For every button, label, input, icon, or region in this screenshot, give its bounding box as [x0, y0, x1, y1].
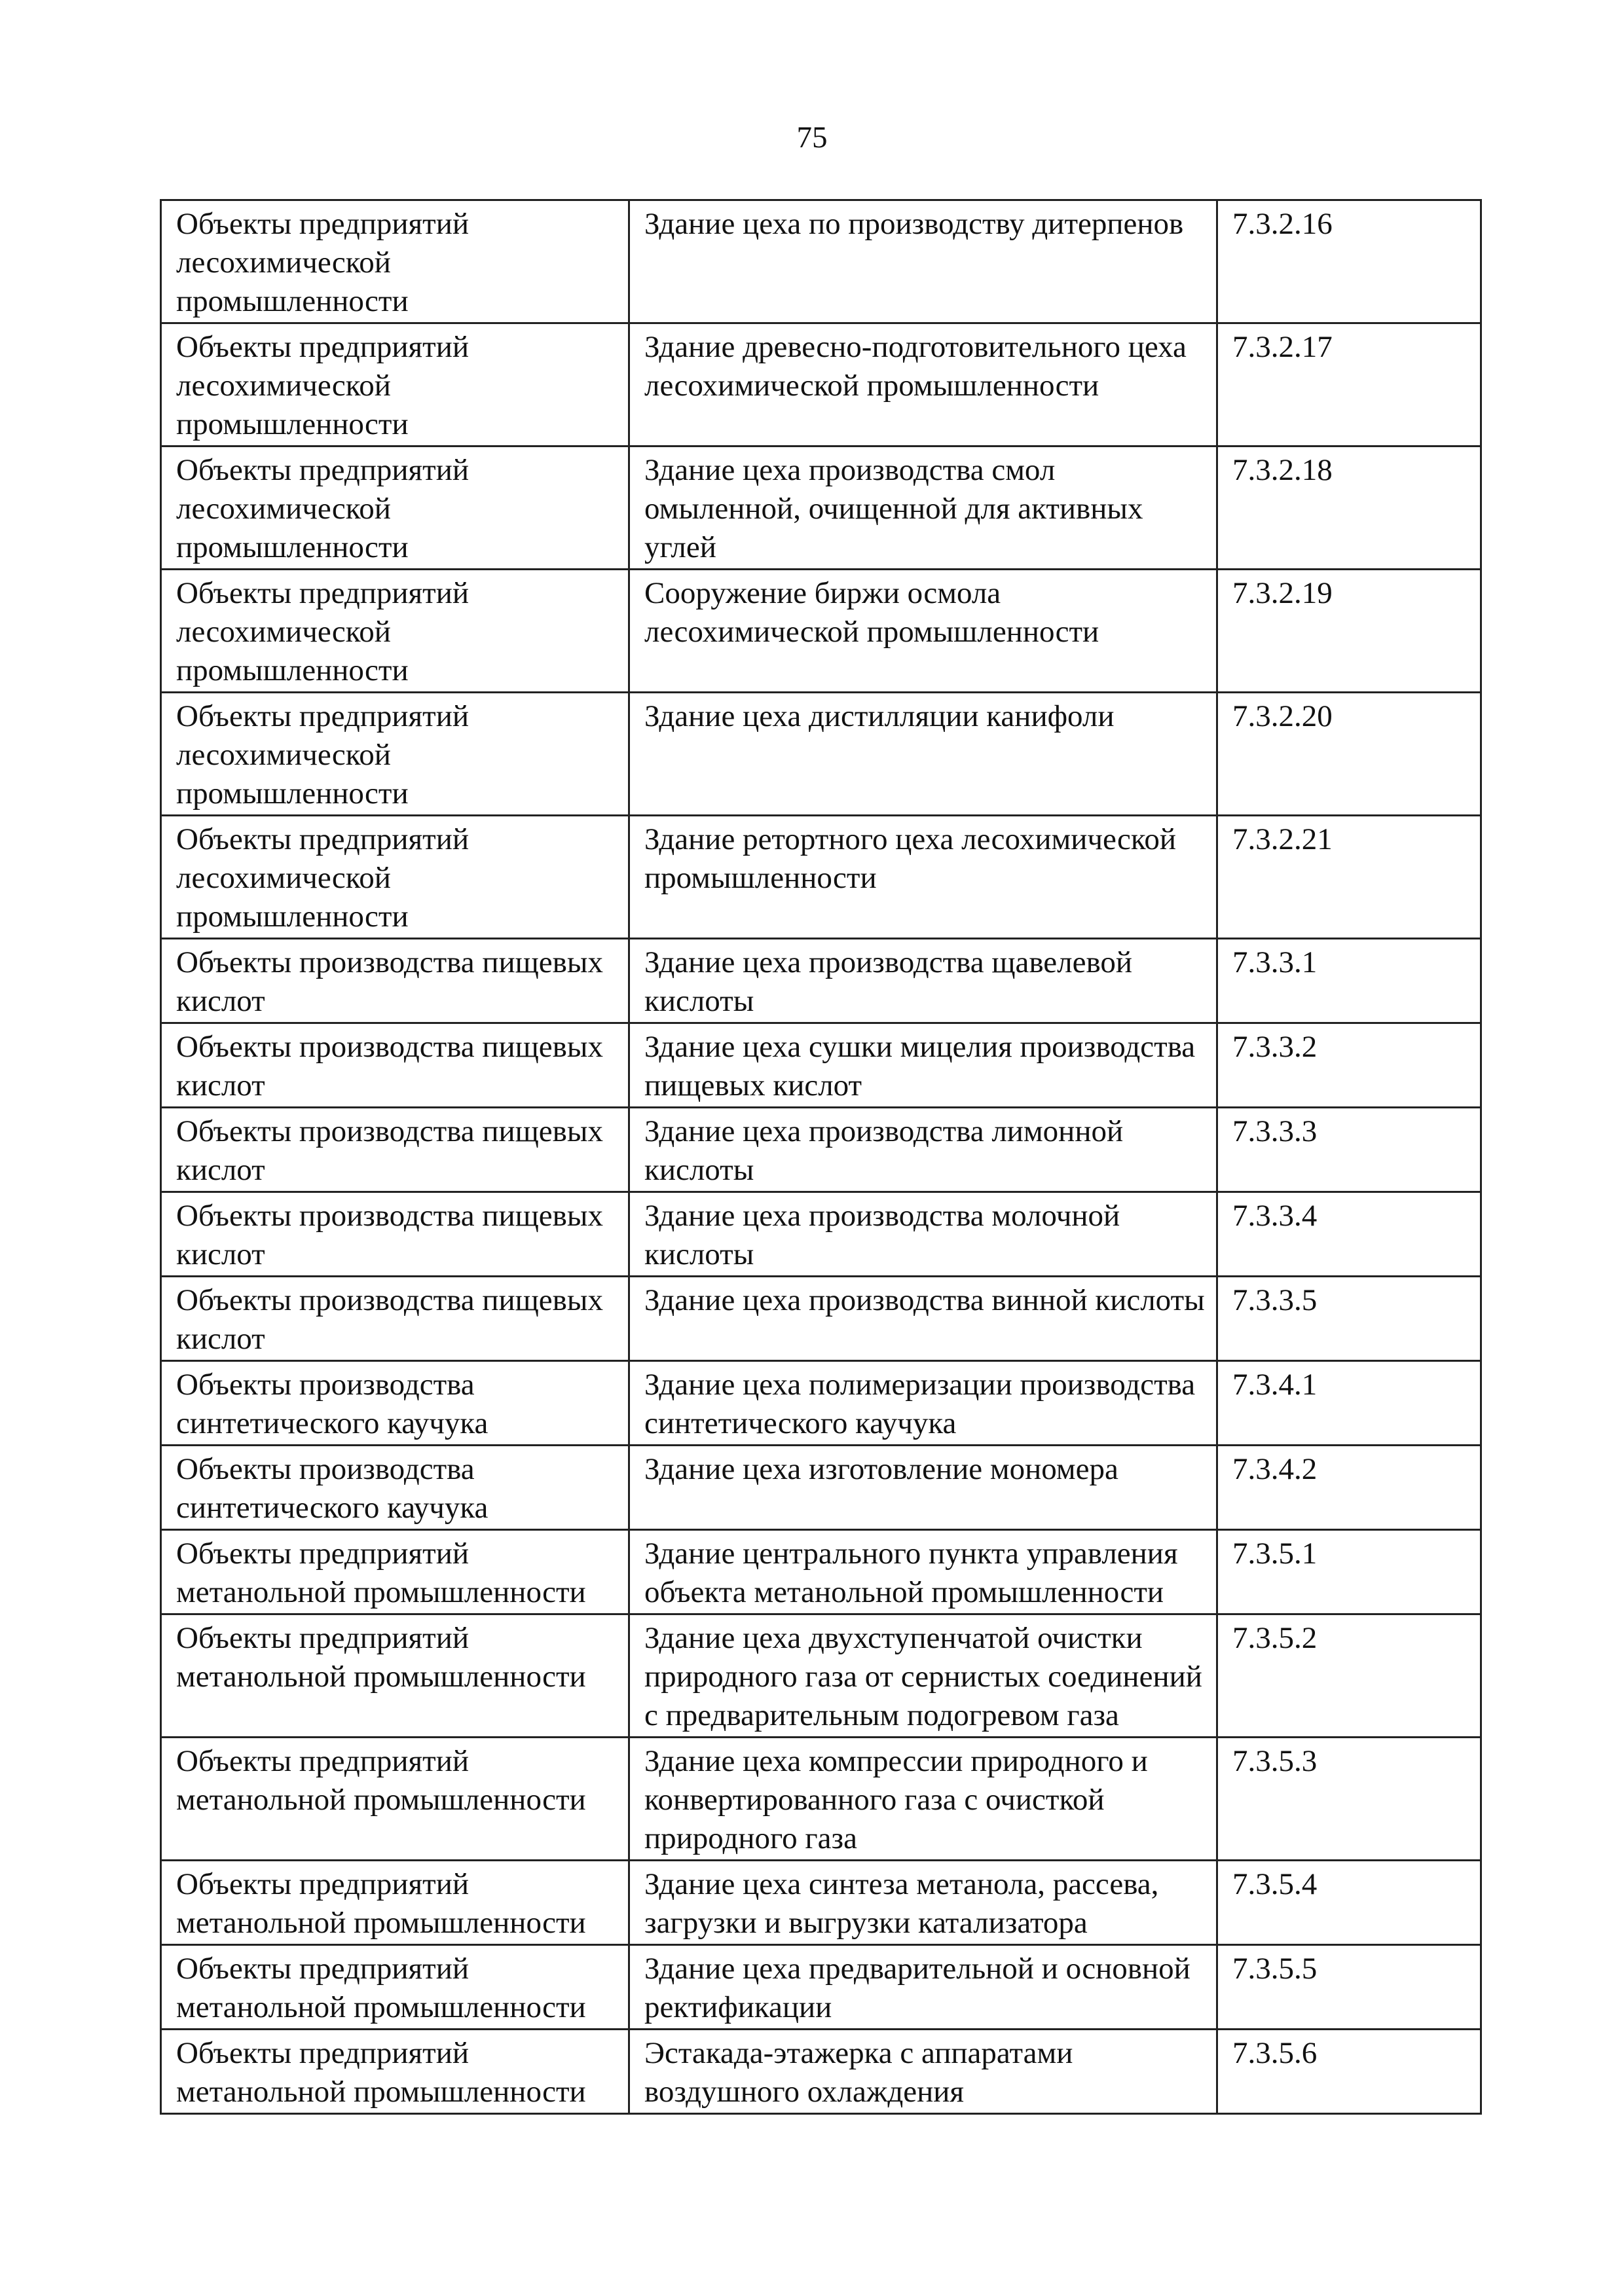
table-row: [161, 200, 1481, 323]
cell-code: 7.3.5.2: [1217, 1614, 1481, 1738]
table-row: [161, 1108, 1481, 1192]
cell-code: 7.3.5.3: [1217, 1738, 1481, 1861]
cell-description: Эстакада-этажерка с аппаратами воздушного охлаждения: [629, 2030, 1217, 2114]
cell-code: 7.3.2.16: [1217, 200, 1481, 323]
cell-description: Здание цеха полимеризации производства синтетического каучука: [629, 1361, 1217, 1446]
cell-category: Объекты предприятий лесохимической промышленности: [161, 323, 629, 446]
cell-category: Объекты производства пищевых кислот: [161, 1023, 629, 1108]
cell-category: Объекты производства синтетического каучука: [161, 1361, 629, 1446]
cell-code: 7.3.5.4: [1217, 1861, 1481, 1945]
cell-description: Здание цеха сушки мицелия производства пищевых кислот: [629, 1023, 1217, 1108]
cell-code: 7.3.2.20: [1217, 693, 1481, 816]
cell-category: Объекты производства синтетического каучука: [161, 1446, 629, 1530]
cell-description: Здание центрального пункта управления объекта метанольной промышленности: [629, 1530, 1217, 1614]
cell-category: Объекты предприятий метанольной промышленности: [161, 1861, 629, 1945]
table-row: [161, 1738, 1481, 1861]
table-row: [161, 446, 1481, 570]
cell-code: 7.3.5.6: [1217, 2030, 1481, 2114]
cell-code: 7.3.3.4: [1217, 1192, 1481, 1277]
cell-description: Здание цеха по производству дитерпенов: [629, 200, 1217, 323]
cell-code: 7.3.3.3: [1217, 1108, 1481, 1192]
table-row: [161, 1277, 1481, 1361]
table-row: [161, 1530, 1481, 1614]
cell-description: Здание ретортного цеха лесохимической промышленности: [629, 816, 1217, 939]
cell-description: Здание цеха производства лимонной кислоты: [629, 1108, 1217, 1192]
cell-description: Здание цеха предварительной и основной ректификации: [629, 1945, 1217, 2030]
cell-description: Сооружение биржи осмола лесохимической промышленности: [629, 570, 1217, 693]
cell-code: 7.3.5.1: [1217, 1530, 1481, 1614]
cell-category: Объекты предприятий лесохимической промышленности: [161, 693, 629, 816]
cell-description: Здание цеха изготовление мономера: [629, 1446, 1217, 1530]
cell-code: 7.3.3.1: [1217, 939, 1481, 1023]
table-row: [161, 693, 1481, 816]
cell-code: 7.3.3.5: [1217, 1277, 1481, 1361]
cell-description: Здание цеха синтеза метанола, рассева, загрузки и выгрузки катализатора: [629, 1861, 1217, 1945]
cell-description: Здание цеха производства щавелевой кислоты: [629, 939, 1217, 1023]
cell-description: Здание цеха производства винной кислоты: [629, 1277, 1217, 1361]
cell-category: Объекты производства пищевых кислот: [161, 939, 629, 1023]
cell-description: Здание цеха дистилляции канифоли: [629, 693, 1217, 816]
cell-description: Здание цеха производства смол омыленной, очищенной для активных углей: [629, 446, 1217, 570]
cell-code: 7.3.3.2: [1217, 1023, 1481, 1108]
cell-category: Объекты предприятий метанольной промышленности: [161, 1614, 629, 1738]
cell-description: Здание цеха компрессии природного и конвертированного газа с очисткой природного газа: [629, 1738, 1217, 1861]
cell-code: 7.3.2.17: [1217, 323, 1481, 446]
cell-category: Объекты предприятий лесохимической промышленности: [161, 446, 629, 570]
cell-description: Здание цеха двухступенчатой очистки природного газа от сернистых соединений с предварительным подогревом газа: [629, 1614, 1217, 1738]
cell-code: 7.3.5.5: [1217, 1945, 1481, 2030]
cell-description: Здание цеха производства молочной кислоты: [629, 1192, 1217, 1277]
table-body: [161, 200, 1481, 2114]
cell-code: 7.3.4.1: [1217, 1361, 1481, 1446]
cell-category: Объекты предприятий метанольной промышленности: [161, 1738, 629, 1861]
table-row: [161, 2030, 1481, 2114]
cell-category: Объекты предприятий метанольной промышленности: [161, 1530, 629, 1614]
cell-code: 7.3.4.2: [1217, 1446, 1481, 1530]
table-row: [161, 570, 1481, 693]
table-row: [161, 1614, 1481, 1738]
table-row: [161, 1192, 1481, 1277]
table-row: [161, 816, 1481, 939]
table-row: [161, 1361, 1481, 1446]
cell-category: Объекты производства пищевых кислот: [161, 1277, 629, 1361]
cell-category: Объекты предприятий метанольной промышленности: [161, 2030, 629, 2114]
cell-code: 7.3.2.19: [1217, 570, 1481, 693]
page-number: 75: [796, 120, 828, 155]
cell-code: 7.3.2.18: [1217, 446, 1481, 570]
cell-category: Объекты производства пищевых кислот: [161, 1108, 629, 1192]
table-row: [161, 323, 1481, 446]
objects-table: [160, 199, 1482, 2115]
cell-description: Здание древесно-подготовительного цеха лесохимической промышленности: [629, 323, 1217, 446]
cell-category: Объекты производства пищевых кислот: [161, 1192, 629, 1277]
table-row: [161, 1945, 1481, 2030]
table-row: [161, 1861, 1481, 1945]
cell-category: Объекты предприятий лесохимической промышленности: [161, 200, 629, 323]
cell-category: Объекты предприятий метанольной промышленности: [161, 1945, 629, 2030]
cell-category: Объекты предприятий лесохимической промышленности: [161, 570, 629, 693]
table-row: [161, 939, 1481, 1023]
table-row: [161, 1446, 1481, 1530]
table-row: [161, 1023, 1481, 1108]
cell-category: Объекты предприятий лесохимической промышленности: [161, 816, 629, 939]
cell-code: 7.3.2.21: [1217, 816, 1481, 939]
